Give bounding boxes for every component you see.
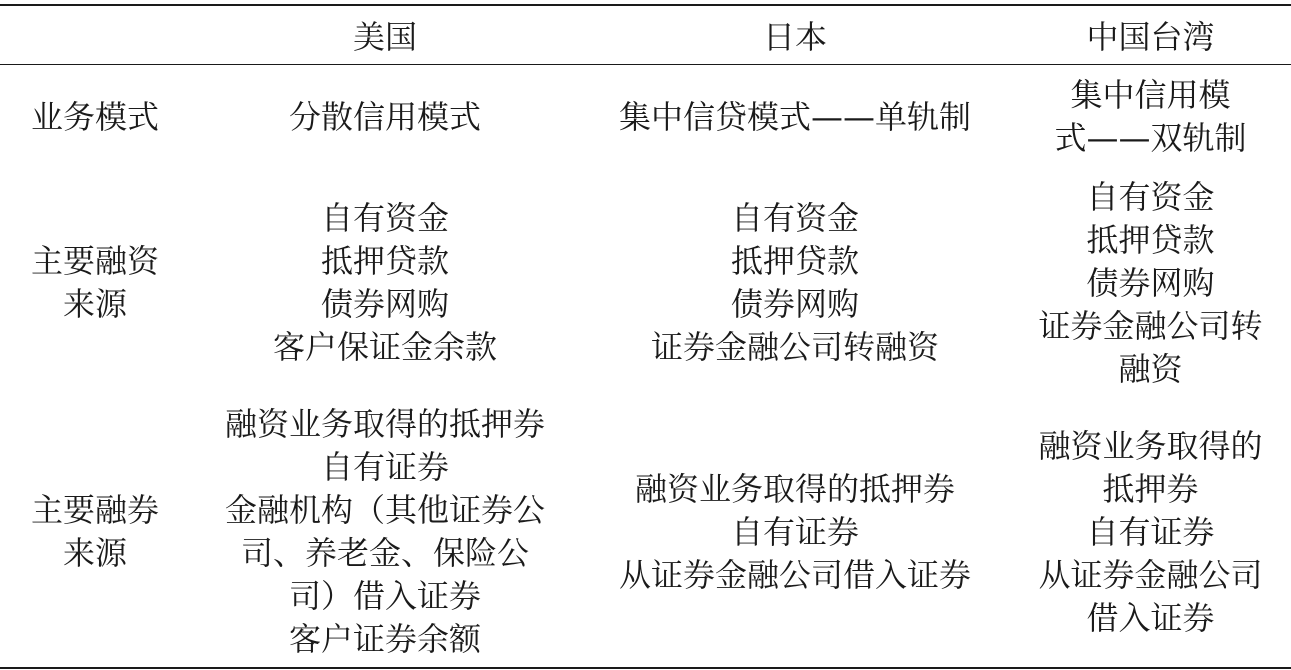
cell-line: 融资业务取得的 [1038, 426, 1263, 465]
cell-us-financing-sources [190, 169, 580, 397]
cell-jp-financing-sources [580, 169, 1010, 397]
table-row-securities-lending-sources [0, 397, 1291, 668]
header-japan: 日本 [762, 18, 827, 56]
comparison-table [0, 4, 1291, 669]
table-row-financing-sources [0, 169, 1291, 397]
cell-line: 客户证券余额 [288, 620, 481, 658]
cell-line: 债券网购 [730, 285, 859, 323]
cell-line: 融资 [1118, 349, 1183, 388]
row-label-business-model [0, 65, 190, 170]
header-empty-cell [0, 5, 190, 65]
cell-line: 融资业务取得的抵押券 [224, 405, 545, 443]
cell-line: 自有证券 [1086, 512, 1215, 551]
header-us: 美国 [352, 18, 417, 56]
cell-jp-securities-lending-sources [580, 397, 1010, 668]
cell-line: 从证券金融公司借入证券 [618, 555, 971, 594]
cell-line: 客户保证金余款 [272, 328, 497, 366]
cell-line: 集中信贷模式——单轨制 [618, 97, 971, 136]
cell-line: 自有资金 [730, 199, 859, 237]
cell-line: 司、养老金、保险公 [240, 534, 529, 572]
cell-line: 业务模式 [30, 97, 159, 136]
cell-us-business-model [190, 65, 580, 170]
cell-line: 自有资金 [320, 199, 449, 237]
row-label-securities-lending-sources [0, 397, 190, 668]
table-row-business-model [0, 65, 1291, 170]
cell-line: 抵押券 [1102, 469, 1199, 508]
cell-line: 债券网购 [320, 285, 449, 323]
cell-line: 金融机构（其他证券公 [224, 491, 545, 529]
cell-tw-financing-sources [1010, 169, 1291, 397]
cell-line: 抵押贷款 [1086, 220, 1215, 259]
cell-line: 借入证券 [1086, 598, 1215, 637]
cell-line: 集中信用模 [1070, 76, 1231, 114]
cell-line: 抵押贷款 [320, 242, 449, 280]
cell-line: 式——双轨制 [1054, 119, 1247, 157]
cell-line: 主要融券 [30, 491, 159, 529]
row-label-financing-sources [0, 169, 190, 397]
cell-line: 自有证券 [320, 448, 449, 486]
header-taiwan: 中国台湾 [1086, 18, 1215, 56]
cell-line: 分散信用模式 [288, 97, 481, 136]
cell-line: 来源 [62, 534, 127, 572]
cell-line: 债券网购 [1086, 263, 1215, 302]
cell-line: 主要融资 [30, 242, 159, 280]
cell-line: 司）借入证券 [288, 577, 481, 615]
cell-line: 自有证券 [730, 512, 859, 551]
cell-line: 来源 [62, 285, 127, 323]
cell-line: 从证券金融公司 [1038, 555, 1263, 594]
table-header-row [0, 5, 1291, 65]
cell-us-securities-lending-sources [190, 397, 580, 668]
cell-line: 自有资金 [1086, 177, 1215, 216]
cell-tw-business-model [1010, 65, 1291, 170]
cell-line: 证券金融公司转融资 [650, 328, 939, 366]
cell-jp-business-model [580, 65, 1010, 170]
cell-tw-securities-lending-sources [1010, 397, 1291, 668]
cell-line: 抵押贷款 [730, 242, 859, 280]
cell-line: 证券金融公司转 [1038, 306, 1263, 345]
cell-line: 融资业务取得的抵押券 [634, 469, 955, 508]
